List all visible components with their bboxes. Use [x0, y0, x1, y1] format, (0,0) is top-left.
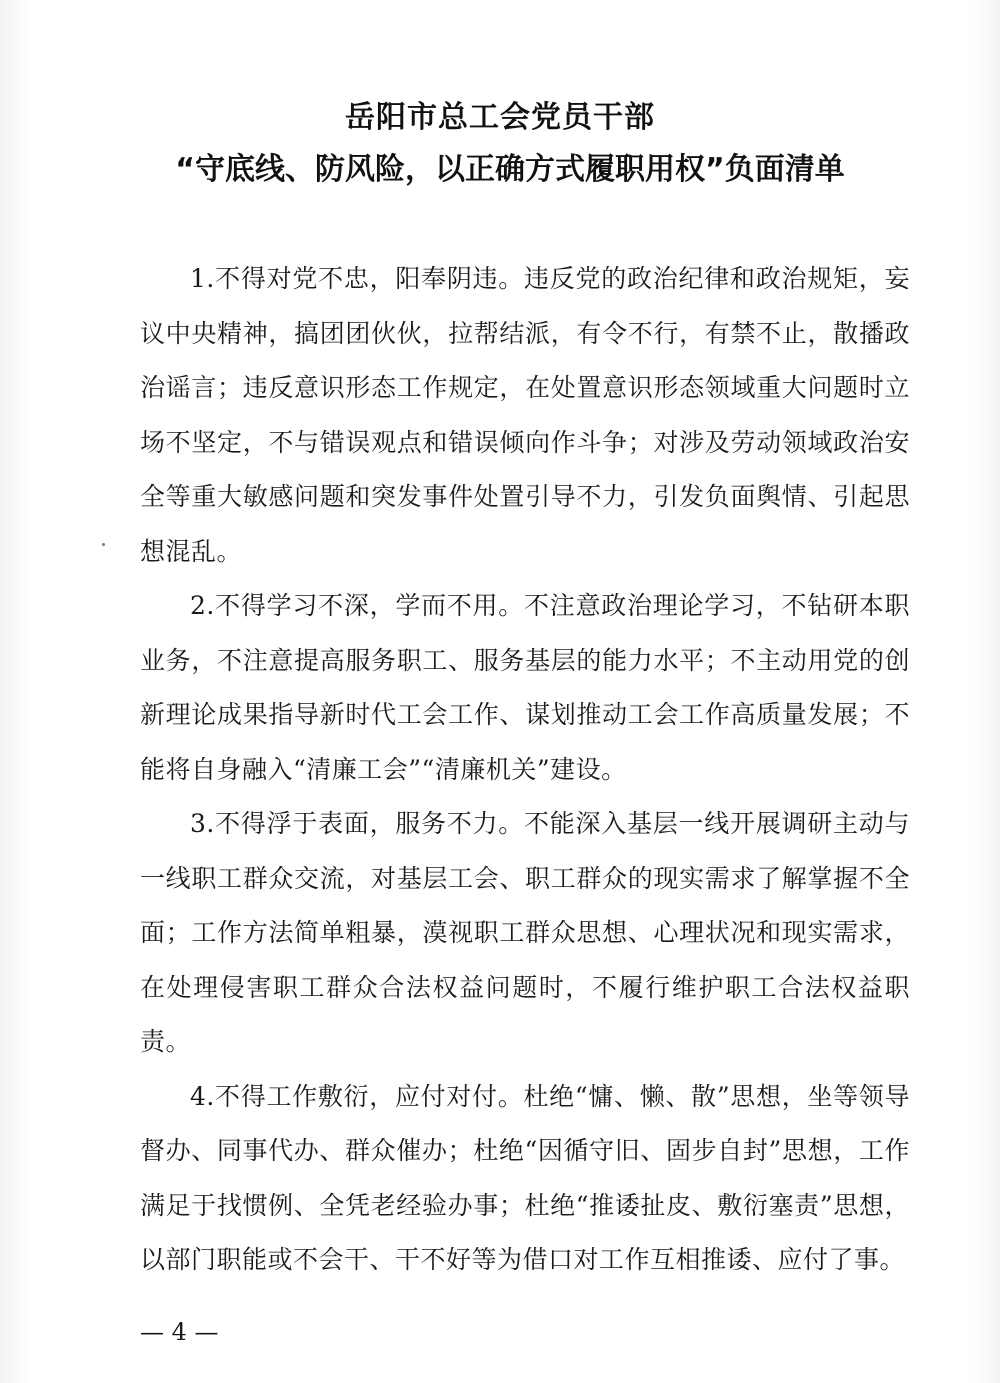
scan-speck: [102, 543, 105, 546]
paragraph-2: 2.不得学习不深，学而不用。不注意政治理论学习，不钻研本职业务，不注意提高服务职工、服务基层的能力水平；不主动用党的创新理论成果指导新时代工会工作、谋划推动工会工作高质量发展；不能将自身融入“清廉工会”“清廉机关”建设。: [140, 591, 910, 784]
paragraph-3: 3.不得浮于表面，服务不力。不能深入基层一线开展调研主动与一线职工群众交流，对基层工会、职工群众的现实需求了解掌握不全面；工作方法简单粗暴，漠视职工群众思想、心理状况和现实需求，在处理侵害职工群众合法权益问题时，不履行维护职工合法权益职责。: [140, 809, 910, 1056]
document-title-line-2: “守底线、防风险，以正确方式履职用权”负面清单: [175, 152, 845, 187]
page-number: — 4 —: [140, 1318, 219, 1346]
document-body: [140, 252, 910, 1288]
document-title-line-1: 岳阳市总工会党员干部: [345, 100, 655, 135]
paragraph-1: 1.不得对党不忠，阳奉阴违。违反党的政治纪律和政治规矩，妄议中央精神，搞团团伙伙，拉帮结派，有令不行，有禁不止，散播政治谣言；违反意识形态工作规定，在处置意识形态领域重大问题时立场不坚定，不与错误观点和错误倾向作斗争；对涉及劳动领域政治安全等重大敏感问题和突发事件处置引导不力，引发负面舆情、引起思想混乱。: [140, 264, 910, 566]
paragraph-4: 4.不得工作敷衍，应付对付。杜绝“慵、懒、散”思想，坐等领导督办、同事代办、群众催办；杜绝“因循守旧、固步自封”思想，工作满足于找惯例、全凭老经验办事；杜绝“推诿扯皮、敷衍塞责”思想，以部门职能或不会干、干不好等为借口对工作互相推诿、应付了事。: [140, 1081, 910, 1274]
